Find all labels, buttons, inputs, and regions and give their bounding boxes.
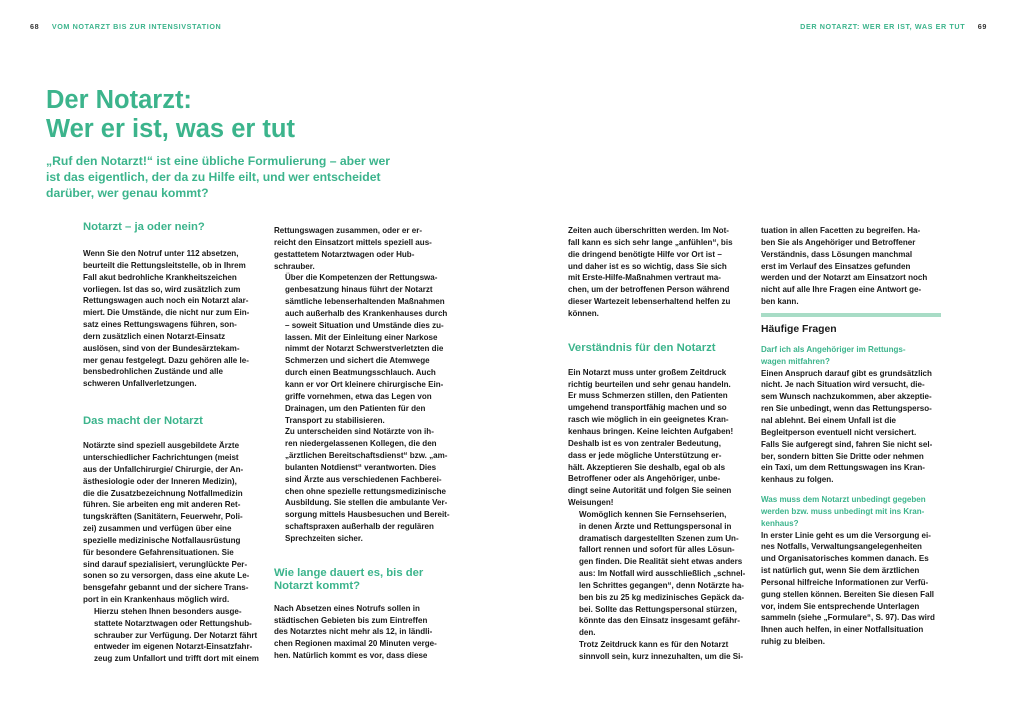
paragraph <box>568 639 748 663</box>
text-line: Er muss Schmerzen stillen, den Patienten <box>568 391 728 401</box>
text-line: Ausbildung. Sie stellen die ambulante Ver- <box>285 498 448 508</box>
faq-question <box>761 344 941 368</box>
text-line: In erster Linie geht es um die Versorgung ei- <box>761 530 931 540</box>
text-line: ist natürlich gut, wenn Sie dem ärztlichen <box>761 566 920 576</box>
faq-answer <box>761 368 941 486</box>
text-line: port in ein Krankenhaus möglich wird. <box>83 595 230 605</box>
text-line: ren Sie unbedingt, wenn das Rettungsperso- <box>761 404 932 414</box>
text-line: miert. Die Umstände, die nicht nur zum Ein- <box>83 308 250 318</box>
paragraph <box>274 603 457 662</box>
text-line: sorgung mittels Hausbesuchen und Bereit- <box>285 510 450 520</box>
text-line: fallort rennen und sofort für alles Lösun- <box>579 545 735 555</box>
text-line: fall kann es sich sehr lange „anfühlen“, bis <box>568 237 733 247</box>
page-title <box>46 86 295 144</box>
text-line: könnte das den Einsatz insgesamt gefähr- <box>579 616 740 626</box>
text-line: Ein Notarzt muss unter großem Zeitdruck <box>568 367 727 377</box>
text-line: Hierzu stehen Ihnen besonders ausge- <box>94 606 242 616</box>
text-line: hen. Natürlich kommt es vor, dass diese <box>274 651 428 661</box>
faq-heading: Häufige Fragen <box>761 323 837 335</box>
text-line: für besondere Gefahrensituationen. Sie <box>83 547 234 557</box>
text-line: Notarzt kommt? <box>274 579 360 592</box>
text-line: kenhaus? <box>761 518 799 528</box>
section-heading: Das macht der Notarzt <box>83 415 203 428</box>
text-line: sonen so zu versorgen, dass eine akute Le- <box>83 571 250 581</box>
text-line: nicht auf alle Ihre Fragen eine Antwort ge- <box>761 285 922 295</box>
text-line: ruhig zu bleiben. <box>761 637 825 647</box>
text-line: Womöglich kennen Sie Fernsehserien, <box>579 509 727 519</box>
text-line: die die Zusatzbezeichnung Notfallmedizin <box>83 488 243 498</box>
text-line: richtig beurteilen und sehr genau handeln. <box>568 379 731 389</box>
text-line: Personal hilfreiche Informationen zur Verfü- <box>761 577 929 587</box>
text-line: schrauber. <box>274 261 315 271</box>
text-line: Drainagen, um den Patienten für den <box>285 403 426 413</box>
text-line: Transport zu stabilisieren. <box>285 415 385 425</box>
text-line: ein Taxi, um dem Rettungswagen ins Kran- <box>761 463 925 473</box>
running-title-left: VOM NOTARZT BIS ZUR INTENSIVSTATION <box>51 22 222 31</box>
text-line: werden bzw. muss unbedingt mit ins Kran- <box>761 506 925 516</box>
text-line: sammeln (siehe „Formulare“, S. 97). Das wird <box>761 613 935 623</box>
text-line: Darf ich als Angehöriger im Rettungs- <box>761 344 906 354</box>
text-line: zei) zusammen und verfügen über eine <box>83 524 232 534</box>
text-line: schrauber zur Verfügung. Der Notarzt fährt <box>94 630 258 640</box>
text-line: Deshalb ist es von zentraler Bedeutung, <box>568 438 721 448</box>
paragraph <box>83 606 264 665</box>
text-line: gung stellen können. Bereiten Sie diesen Fall <box>761 589 935 599</box>
section-heading <box>274 567 457 593</box>
text-line: ren niedergelassenen Kollegen, die den <box>285 439 437 449</box>
text-line: reicht den Einsatzort mittels speziell aus- <box>274 237 432 247</box>
text-line: rasch wie möglich in ein geeignetes Kran- <box>568 415 729 425</box>
text-line: erst im Verlauf des Einsatzes gefunden <box>761 261 911 271</box>
text-line: Rettungswagen auch noch ein Notarzt alar- <box>83 296 249 306</box>
text-line: griffe vornehmen, etwa das Legen von <box>285 391 432 401</box>
text-column-4 <box>761 225 941 648</box>
text-line: dieser Wartezeit lebenserhaltend helfen zu <box>568 297 731 307</box>
text-line: den. <box>579 628 596 638</box>
text-line: stattete Notarztwagen oder Rettungshub- <box>94 618 252 628</box>
text-column-1 <box>83 221 264 665</box>
text-line: aus: Im Notfall wird ausschließlich „schnel- <box>579 569 746 579</box>
text-line: Zeiten auch überschritten werden. Im Not- <box>568 226 729 235</box>
text-line: kann er vor Ort kleinere chirurgische Ein- <box>285 379 444 389</box>
faq-answer <box>761 530 941 648</box>
text-line: sämtliche lebenserhaltenden Maßnahmen <box>285 297 445 307</box>
text-line: wagen mitfahren? <box>761 356 830 366</box>
paragraph <box>274 225 457 272</box>
text-line: unterschiedlicher Fachrichtungen (meist <box>83 452 239 462</box>
text-line: spezielle medizinische Notfallausrüstung <box>83 535 241 545</box>
running-title-right: DER NOTARZT: WER ER IST, WAS ER TUT <box>800 22 966 31</box>
lead-line: „Ruf den Notarzt!“ ist eine übliche Formulierung – aber wer <box>46 154 391 168</box>
paragraph <box>274 272 457 426</box>
text-line: Wie lange dauert es, bis der <box>274 566 424 579</box>
text-line: sinnvoll sein, kurz innezuhalten, um die Si- <box>579 652 744 661</box>
text-line: sind darauf spezialisiert, verunglückte Per- <box>83 559 248 569</box>
text-line: Notärzte sind speziell ausgebildete Ärzte <box>83 441 240 451</box>
text-line: können. <box>568 308 599 318</box>
text-line: satz eines Rettungswagens führen, son- <box>83 320 237 330</box>
text-line: Rettungswagen zusammen, oder er er- <box>274 226 423 235</box>
text-line: bensbedrohlichen Zustände und alle <box>83 367 223 377</box>
paragraph <box>568 509 748 639</box>
text-line: durch einen Beatmungsschlauch. Auch <box>285 368 436 378</box>
text-line: hält. Akzeptieren Sie deshalb, egal ob als <box>568 462 726 472</box>
text-line: gestattetem Notarztwagen oder Hub- <box>274 249 415 259</box>
text-line: ben Sie als Angehöriger und Betroffener <box>761 237 916 247</box>
text-line: gen finden. Die Realität sieht etwas anders <box>579 557 743 567</box>
text-line: Nach Absetzen eines Notrufs sollen in <box>274 603 420 613</box>
text-line: tungskräften (Sanitätern, Feuerwehr, Poli- <box>83 512 243 522</box>
text-line: zeug zum Unfallort und trifft dort mit einem <box>94 654 259 664</box>
text-line: ben bis zu 25 kg medizinisches Gepäck da- <box>579 592 745 602</box>
text-line: tuation in allen Facetten zu begreifen. Ha- <box>761 226 921 235</box>
text-line: beurteilt die Rettungsleitstelle, ob in Ihrem <box>83 260 246 270</box>
text-line: auch außerhalb des Krankenhauses durch <box>285 308 448 318</box>
text-line: dass er jede mögliche Unterstützung er- <box>568 450 722 460</box>
text-line: sind Ärzte aus verschiedenen Fachberei- <box>285 474 442 484</box>
text-line: dramatisch dargestellten Szenen zum Un- <box>579 533 739 543</box>
text-line: schaftspraxen außerhalb der regulären <box>285 522 434 532</box>
text-line: des Notarztes nicht mehr als 12, in ländli- <box>274 627 433 637</box>
text-line: Trotz Zeitdruck kann es für den Notarzt <box>579 640 729 650</box>
text-line: chen ohne spezielle rettungsmedizinische <box>285 486 446 496</box>
paragraph <box>274 426 457 544</box>
faq-question <box>761 494 941 530</box>
lead-line: darüber, wer genau kommt? <box>46 186 209 200</box>
text-line: nal ablehnt. Bei einem Unfall ist die <box>761 415 897 425</box>
text-line: vorliegen. Ist das so, wird zusätzlich zum <box>83 284 241 294</box>
text-line: nes Notfalls, Verwaltungsangelegenheiten <box>761 542 922 552</box>
text-line: ben kann. <box>761 297 799 307</box>
text-line: nicht. Je nach Situation wird versucht, die- <box>761 380 925 390</box>
text-line: nimmt der Notarzt Schwerstverletzten die <box>285 344 444 354</box>
text-line: Betroffener oder als Angehöriger, unbe- <box>568 474 721 484</box>
page-title-line: Der Notarzt: <box>46 86 192 114</box>
text-line: Schmerzen und sichert die Atemwege <box>285 356 430 366</box>
running-head-right <box>800 22 987 31</box>
text-line: Verständnis, dass Lösungen manchmal <box>761 249 913 259</box>
text-line: führen. Sie arbeiten eng mit anderen Ret- <box>83 500 241 510</box>
text-line: auslösen, sind von der Bundesärztekam- <box>83 343 240 353</box>
text-line: mit Erste-Hilfe-Maßnahmen vertraut ma- <box>568 273 721 283</box>
text-line: Falls Sie aufgeregt sind, fahren Sie nicht sel- <box>761 439 933 449</box>
text-line: bulanten Notdienst“ verantworten. Dies <box>285 462 437 472</box>
page-title-line: Wer er ist, was er tut <box>46 115 295 143</box>
text-line: ästhesiologie oder der Inneren Medizin), <box>83 476 237 486</box>
text-line: kenhaus bringen. Keine leichten Aufgaben! <box>568 426 734 436</box>
section-heading: Verständnis für den Notarzt <box>568 341 716 354</box>
text-line: entweder im eigenen Notarzt-Einsatzfahr- <box>94 642 253 652</box>
section-heading: Notarzt – ja oder nein? <box>83 221 205 233</box>
text-line: Einen Anspruch darauf gibt es grundsätzlich <box>761 368 932 378</box>
text-line: schweren Unfallverletzungen. <box>83 379 197 389</box>
paragraph <box>568 367 748 509</box>
paragraph <box>761 225 941 308</box>
paragraph <box>83 248 264 390</box>
text-line: Wenn Sie den Notruf unter 112 absetzen, <box>83 249 239 258</box>
paragraph <box>83 440 264 606</box>
text-line: die dringend benötigte Hilfe vor Ort ist – <box>568 249 722 259</box>
text-line: bei. Sollte das Rettungspersonal stürzen, <box>579 604 737 614</box>
text-line: und Organisatorisches kommen danach. Es <box>761 554 929 564</box>
text-line: chen Regionen maximal 20 Minuten verge- <box>274 639 437 649</box>
text-line: Fall akut bedrohliche Krankheitszeichen <box>83 272 237 282</box>
text-line: genbesatzung hinaus führt der Notarzt <box>285 285 433 295</box>
text-line: Über die Kompetenzen der Rettungswa- <box>285 273 438 283</box>
text-line: Zu unterscheiden sind Notärzte von ih- <box>285 427 434 437</box>
text-column-2 <box>274 225 457 662</box>
text-line: dern zusätzlich einen Notarzt-Einsatz <box>83 331 226 341</box>
page-number-left: 68 <box>30 22 40 31</box>
text-line: dingt seine Autorität und folgen Sie seinen <box>568 486 732 496</box>
text-line: Was muss dem Notarzt unbedingt gegeben <box>761 495 926 505</box>
text-line: „ärztlichen Bereitschaftsdienst“ bzw. „am- <box>285 451 448 461</box>
text-line: – soweit Situation und Umstände dies zu- <box>285 320 444 330</box>
text-line: Ihnen auch helfen, in einer Notfallsituation <box>761 625 924 635</box>
text-line: sem Wunsch nachzukommen, aber akzeptie- <box>761 392 932 402</box>
text-line: städtischen Gebieten bis zum Eintreffen <box>274 615 428 625</box>
lead-line: ist das eigentlich, der da zu Hilfe eilt, und wer entscheidet <box>46 170 381 184</box>
text-line: mer genau festgelegt. Dazu gehören alle le- <box>83 355 249 365</box>
text-line: Sprechzeiten sicher. <box>285 533 363 543</box>
text-line: kenhaus zu folgen. <box>761 475 834 485</box>
text-line: len Schrittes gegangen“, denn Notärzte ha- <box>579 580 744 590</box>
text-line: aus der Unfallchirurgie/ Chirurgie, der An- <box>83 464 244 474</box>
text-line: und daher ist es so wichtig, dass Sie sich <box>568 261 727 271</box>
text-line: werden und der Notarzt am Einsatzort noch <box>761 273 928 283</box>
text-line: vor, indem Sie entsprechende Unterlagen <box>761 601 920 611</box>
text-line: in denen Ärzte und Rettungspersonal in <box>579 521 732 531</box>
text-line: chen, um der betroffenen Person während <box>568 285 730 295</box>
running-head-left <box>30 22 221 31</box>
text-line: bensgefahr gebannt und der sichere Trans- <box>83 583 249 593</box>
paragraph <box>568 225 748 320</box>
page-number-right: 69 <box>977 22 987 31</box>
text-line: Begleitperson eventuell nicht versichert. <box>761 427 917 437</box>
text-line: ber, sondern bitten Sie Dritte oder nehmen <box>761 451 924 461</box>
lead-paragraph <box>46 153 396 201</box>
text-line: lassen. Mit der Einleitung einer Narkose <box>285 332 438 342</box>
text-line: umgehend transportfähig machen und so <box>568 403 727 413</box>
text-line: Weisungen! <box>568 498 614 508</box>
text-column-3 <box>568 225 748 663</box>
